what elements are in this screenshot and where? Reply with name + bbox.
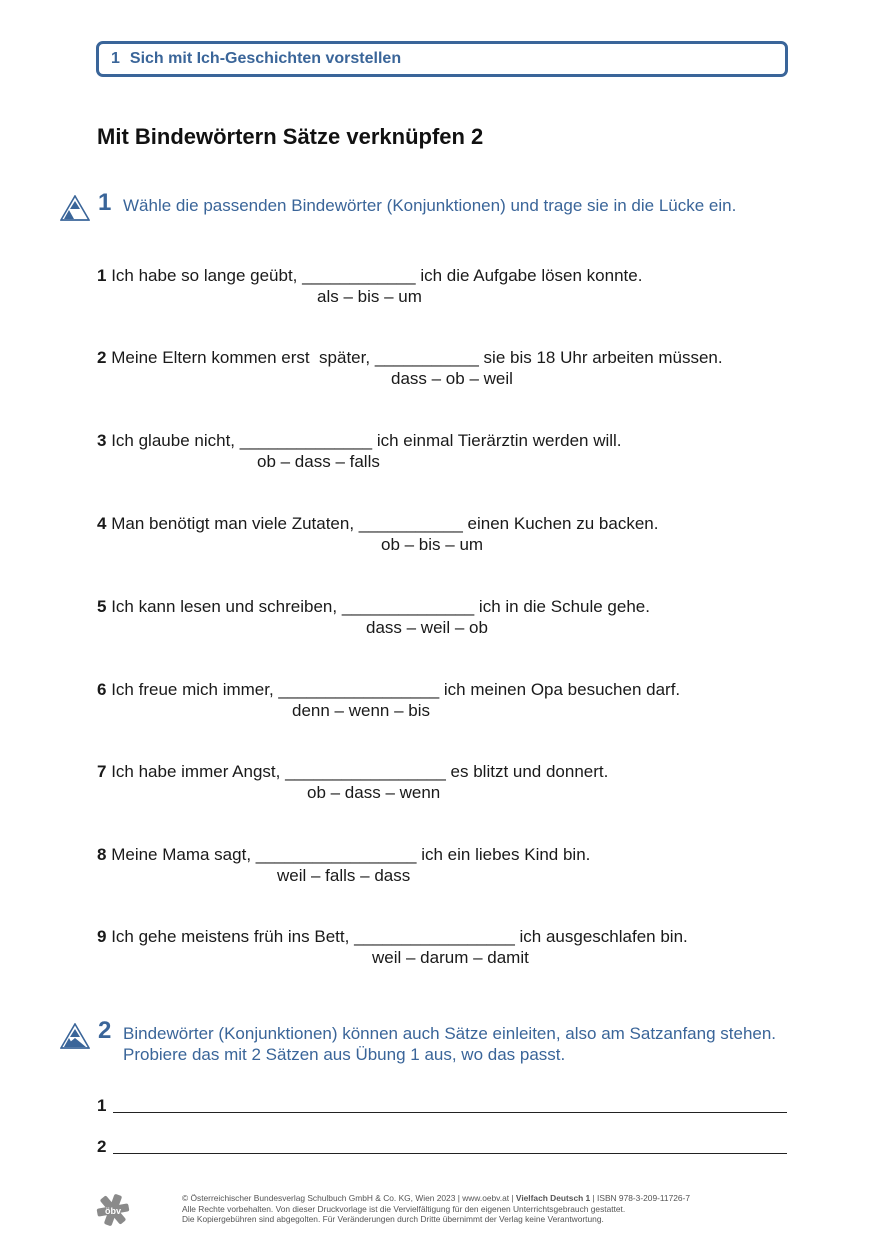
answer-blank[interactable]: ____________ xyxy=(302,266,416,285)
exercise-number: 1 xyxy=(97,266,107,285)
answer-blank[interactable]: _________________ xyxy=(285,762,446,781)
answer-blank[interactable]: ______________ xyxy=(341,597,475,616)
book-title: Vielfach Deutsch 1 xyxy=(515,1193,591,1203)
exercise-number: 3 xyxy=(97,431,107,450)
sentence-end: es blitzt und donnert. xyxy=(445,762,609,781)
sentence-end: sie bis 18 Uhr arbeiten müssen. xyxy=(478,348,723,367)
task-number: 2 xyxy=(98,1017,112,1044)
chapter-header xyxy=(96,41,788,77)
sentence-start: Ich freue mich immer, xyxy=(111,680,279,699)
answer-blank[interactable]: ___________ xyxy=(358,514,463,533)
answer-blank[interactable]: _________________ xyxy=(278,680,440,699)
exercise-item xyxy=(97,597,817,637)
copyright-line-2: Alle Rechte vorbehalten. Von dieser Druckvorlage ist die Vervielfältigung für den eigenen Unterrichtsgebrauch gestattet. xyxy=(182,1203,626,1214)
sentence-start: Man benötigt man viele Zutaten, xyxy=(111,514,359,533)
exercise-number: 6 xyxy=(97,680,107,699)
sentence-start: Ich habe so lange geübt, xyxy=(111,266,303,285)
exercise-item xyxy=(97,845,817,885)
sentence-end: ich ausgeschlafen bin. xyxy=(514,927,688,946)
sentence-end: ich die Aufgabe lösen konnte. xyxy=(415,266,643,285)
sentence-end: ich einmal Tierärztin werden will. xyxy=(372,431,622,450)
difficulty-triangle-icon xyxy=(60,195,90,221)
logo-text: öbv xyxy=(104,1206,122,1216)
answer-blank[interactable]: _________________ xyxy=(354,927,515,946)
exercise-item xyxy=(97,266,817,306)
copyright-line-1: © Österreichischer Bundesverlag Schulbuch GmbH & Co. KG, Wien 2023 | www.oebv.at | xyxy=(182,1193,516,1203)
chapter-number: 1 xyxy=(111,50,120,67)
sentence-start: Meine Eltern kommen erst später, xyxy=(111,348,375,367)
line-number: 1 xyxy=(97,1096,107,1115)
sentence-end: ich meinen Opa besuchen darf. xyxy=(439,680,681,699)
isbn: | ISBN 978-3-209-11726-7 xyxy=(590,1193,691,1203)
answer-blank[interactable]: _________________ xyxy=(255,845,417,864)
conjunction-options: denn – wenn – bis xyxy=(292,701,430,720)
exercise-item xyxy=(97,762,817,802)
exercise-number: 7 xyxy=(97,762,107,781)
writing-line[interactable] xyxy=(97,1137,787,1157)
exercise-number: 5 xyxy=(97,597,107,616)
page-title: Mit Bindewörtern Sätze verknüpfen 2 xyxy=(97,124,484,149)
sentence-end: ich in die Schule gehe. xyxy=(474,597,650,616)
task-number: 1 xyxy=(98,189,112,216)
sentence-end: einen Kuchen zu backen. xyxy=(462,514,659,533)
conjunction-options: ob – dass – falls xyxy=(257,452,380,471)
sentence-start: Ich kann lesen und schreiben, xyxy=(111,597,342,616)
answer-rule xyxy=(113,1153,787,1154)
exercise-item xyxy=(97,927,817,967)
conjunction-options: dass – weil – ob xyxy=(366,618,488,637)
page-footer xyxy=(96,1191,796,1231)
exercise-number: 9 xyxy=(97,927,107,946)
writing-line[interactable] xyxy=(97,1096,787,1116)
copyright-line-3: Die Kopiergebühren sind abgegolten. Für Veränderungen durch Dritte übernimmt der Verlag keine Verantwortung. xyxy=(182,1214,604,1224)
sentence-start: Meine Mama sagt, xyxy=(111,845,256,864)
conjunction-options: dass – ob – weil xyxy=(391,369,513,388)
conjunction-options: ob – dass – wenn xyxy=(307,783,441,802)
line-number: 2 xyxy=(97,1137,107,1156)
task-text: Bindewörter (Konjunktionen) können auch Sätze einleiten, also am Satzanfang stehen. Probiere das mit 2 Sätzen aus Übung 1 aus, wo das passt. xyxy=(123,1024,777,1064)
exercise-item xyxy=(97,514,817,554)
sentence-start: Ich gehe meistens früh ins Bett, xyxy=(111,927,355,946)
difficulty-triangle-icon xyxy=(60,1023,90,1049)
conjunction-options: als – bis – um xyxy=(317,287,422,306)
exercise-number: 4 xyxy=(97,514,107,533)
exercise-item xyxy=(97,348,817,388)
answer-blank[interactable]: ___________ xyxy=(374,348,479,367)
chapter-title: Sich mit Ich-Geschichten vorstellen xyxy=(129,50,402,67)
exercise-item xyxy=(97,680,817,720)
exercise-number: 2 xyxy=(97,348,107,367)
conjunction-options: weil – falls – dass xyxy=(277,866,411,885)
copyright-notice xyxy=(182,1193,690,1225)
sentence-start: Ich habe immer Angst, xyxy=(111,762,286,781)
conjunction-options: ob – bis – um xyxy=(381,535,484,554)
conjunction-options: weil – darum – damit xyxy=(372,948,529,967)
sentence-end: ich ein liebes Kind bin. xyxy=(416,845,591,864)
answer-blank[interactable]: ______________ xyxy=(239,431,373,450)
answer-rule xyxy=(113,1112,787,1113)
publisher-logo xyxy=(96,1193,130,1227)
exercise-item xyxy=(97,431,817,471)
sentence-start: Ich glaube nicht, xyxy=(111,431,240,450)
task-text: Wähle die passenden Bindewörter (Konjunktionen) und trage sie in die Lücke ein. xyxy=(123,196,737,215)
exercise-number: 8 xyxy=(97,845,107,864)
